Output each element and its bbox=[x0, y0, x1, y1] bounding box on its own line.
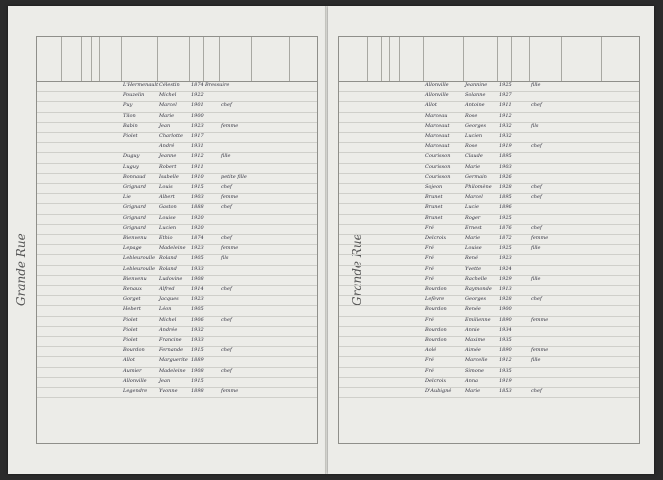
cell-annee: 1915 bbox=[191, 347, 204, 354]
cell-situation: femme bbox=[221, 245, 239, 252]
cell-annee: 1901 bbox=[191, 102, 204, 109]
cell-annee: 1890 bbox=[499, 347, 512, 354]
street-name-left: Grande Rue bbox=[14, 233, 28, 306]
cell-situation: chef bbox=[221, 316, 232, 323]
cell-nom: Bienvenu bbox=[123, 235, 147, 241]
cell-prenom: Léon bbox=[159, 306, 172, 313]
cell-prenom: Lucie bbox=[465, 204, 479, 211]
cell-nom: Grignard bbox=[123, 184, 146, 190]
cell-annee: 1890 bbox=[499, 316, 512, 323]
cell-prenom: Germain bbox=[465, 173, 487, 180]
cell-nom: Fré bbox=[425, 275, 434, 282]
left-register-table bbox=[36, 36, 318, 444]
cell-nom: Courisson bbox=[425, 163, 451, 170]
cell-annee: 1912 bbox=[499, 357, 512, 364]
cell-prenom: Annie bbox=[465, 326, 480, 333]
cell-situation: femme bbox=[221, 122, 239, 129]
cell-nom: Brunet bbox=[425, 214, 443, 221]
cell-nom: Lefèvre bbox=[425, 296, 445, 303]
cell-prenom: Louise bbox=[159, 214, 176, 221]
cell-situation: chef bbox=[531, 194, 542, 201]
cell-nom: Piolet bbox=[123, 316, 138, 323]
cell-annee: 1908 bbox=[191, 275, 204, 282]
cell-nom: Allonville bbox=[123, 377, 147, 384]
table-row bbox=[37, 387, 317, 398]
cell-annee: 1925 bbox=[499, 245, 512, 252]
table-row bbox=[339, 387, 639, 398]
cell-nom: Bienvenu bbox=[123, 275, 147, 282]
cell-nom: Lebleuroulle bbox=[123, 255, 156, 262]
cell-annee: 1929 bbox=[499, 275, 512, 282]
cell-situation: femme bbox=[531, 235, 549, 241]
cell-prenom: Roland bbox=[159, 255, 177, 262]
cell-prenom: Fernande bbox=[159, 347, 184, 354]
left-table-header bbox=[37, 37, 317, 82]
cell-annee: 1853 bbox=[499, 388, 512, 394]
cell-situation: chef bbox=[221, 286, 232, 292]
cell-prenom: Jacques bbox=[159, 296, 179, 303]
cell-prenom: Jeannine bbox=[465, 82, 488, 88]
cell-annee: 1912 bbox=[499, 112, 512, 119]
cell-annee: 1915 bbox=[191, 184, 204, 190]
cell-annee: 1923 bbox=[191, 296, 204, 303]
cell-nom: Brunet bbox=[425, 194, 443, 201]
cell-nom: Fré bbox=[425, 357, 434, 364]
cell-nom: Bonnaud bbox=[123, 173, 146, 180]
cell-situation: chef bbox=[531, 296, 542, 303]
cell-nom: Bourdon bbox=[425, 306, 447, 313]
cell-annee: 1903 bbox=[191, 194, 204, 201]
cell-prenom: Roland bbox=[159, 265, 177, 272]
cell-prenom: Lucien bbox=[159, 224, 177, 231]
cell-situation: chef bbox=[221, 184, 232, 190]
cell-annee: 1898 bbox=[191, 388, 204, 394]
cell-annee: 1923 bbox=[191, 122, 204, 129]
cell-prenom: Raymonde bbox=[465, 286, 492, 292]
cell-situation: fille bbox=[531, 357, 541, 364]
cell-annee: 1910 bbox=[191, 173, 204, 180]
cell-situation: fils bbox=[531, 122, 539, 129]
cell-nom: Fré bbox=[425, 245, 434, 252]
cell-prenom: Madeleine bbox=[159, 245, 186, 252]
cell-prenom: Jean bbox=[159, 377, 171, 384]
cell-annee: 1919 bbox=[499, 377, 512, 384]
cell-annee: 1896 bbox=[499, 204, 512, 211]
cell-prenom: Marie bbox=[465, 235, 481, 241]
cell-annee: 1900 bbox=[191, 112, 204, 119]
cell-prenom: Rose bbox=[465, 143, 478, 150]
cell-situation: femme bbox=[531, 316, 549, 323]
cell-annee: 1928 bbox=[499, 184, 512, 190]
cell-prenom: Georges bbox=[465, 296, 487, 303]
cell-annee: 1935 bbox=[499, 367, 512, 374]
cell-situation: chef bbox=[221, 204, 232, 211]
right-table-rows bbox=[339, 81, 639, 443]
cell-annee: 1924 bbox=[499, 265, 512, 272]
cell-situation: chef bbox=[531, 224, 542, 231]
cell-nom: Hebert bbox=[123, 306, 141, 313]
cell-prenom: Marie bbox=[465, 388, 481, 394]
cell-prenom: Marcel bbox=[465, 194, 483, 201]
cell-nom: Fré bbox=[425, 265, 434, 272]
cell-nom: Puy bbox=[123, 102, 133, 109]
cell-prenom: André bbox=[159, 143, 175, 150]
cell-annee: 1913 bbox=[499, 286, 512, 292]
cell-prenom: Ethio bbox=[159, 235, 173, 241]
cell-annee: 1932 bbox=[499, 133, 512, 139]
cell-annee: 1920 bbox=[191, 214, 204, 221]
cell-annee: 1926 bbox=[499, 173, 512, 180]
cell-situation: petite fille bbox=[221, 173, 247, 180]
cell-nom: L'Hermenault bbox=[123, 82, 159, 88]
cell-nom: Fré bbox=[425, 316, 434, 323]
cell-nom: D'Aubigné bbox=[425, 388, 452, 394]
cell-prenom: Alfred bbox=[159, 286, 175, 292]
cell-prenom: Roger bbox=[465, 214, 481, 221]
cell-lieu: Bressuire bbox=[205, 82, 230, 88]
cell-prenom: Madeleine bbox=[159, 367, 186, 374]
cell-nom: Fré bbox=[425, 367, 434, 374]
cell-annee: 1895 bbox=[499, 153, 512, 160]
cell-prenom: Lucien bbox=[465, 133, 483, 139]
cell-annee: 1915 bbox=[191, 377, 204, 384]
cell-prenom: Albert bbox=[159, 194, 175, 201]
cell-annee: 1925 bbox=[499, 214, 512, 221]
cell-prenom: Rachelle bbox=[465, 275, 487, 282]
cell-nom: Fré bbox=[425, 224, 434, 231]
cell-nom: Lie bbox=[123, 194, 131, 201]
cell-prenom: Louis bbox=[159, 184, 173, 190]
cell-prenom: Anna bbox=[465, 377, 479, 384]
cell-nom: Allonville bbox=[425, 92, 449, 99]
cell-nom: Grignard bbox=[123, 214, 146, 221]
cell-nom: Grignard bbox=[123, 224, 146, 231]
cell-nom: Marceaut bbox=[425, 122, 450, 129]
cell-situation: chef bbox=[531, 388, 542, 394]
cell-annee: 1920 bbox=[191, 224, 204, 231]
cell-annee: 1932 bbox=[191, 326, 204, 333]
cell-nom: Fré bbox=[425, 255, 434, 262]
left-register-page bbox=[8, 6, 326, 474]
cell-nom: Legendre bbox=[123, 388, 148, 394]
cell-nom: Courisson bbox=[425, 153, 451, 160]
cell-prenom: René bbox=[465, 255, 478, 262]
cell-annee: 1933 bbox=[191, 265, 204, 272]
cell-prenom: Andrée bbox=[159, 326, 178, 333]
cell-nom: Duguy bbox=[123, 153, 140, 160]
cell-prenom: Georges bbox=[465, 122, 487, 129]
cell-prenom: Gaston bbox=[159, 204, 177, 211]
cell-nom: Allonville bbox=[425, 82, 449, 88]
cell-prenom: Jean bbox=[159, 122, 171, 129]
cell-situation: femme bbox=[221, 388, 239, 394]
cell-annee: 1889 bbox=[191, 357, 204, 364]
cell-nom: Babin bbox=[123, 122, 138, 129]
cell-nom: Gorget bbox=[123, 296, 141, 303]
cell-nom: Aumier bbox=[123, 367, 142, 374]
cell-situation: fille bbox=[221, 153, 231, 160]
cell-prenom: Isabelle bbox=[159, 173, 179, 180]
cell-nom: Lepage bbox=[123, 245, 142, 252]
cell-nom: Brunet bbox=[425, 204, 443, 211]
cell-nom: Renaux bbox=[123, 286, 142, 292]
cell-prenom: Jeanne bbox=[159, 153, 177, 160]
cell-prenom: Renée bbox=[465, 306, 481, 313]
cell-annee: 1935 bbox=[499, 337, 512, 343]
cell-prenom: Ernest bbox=[465, 224, 482, 231]
cell-prenom: Louise bbox=[465, 245, 482, 252]
cell-prenom: Marie bbox=[159, 112, 175, 119]
cell-nom: Piolet bbox=[123, 133, 138, 139]
cell-annee: 1912 bbox=[191, 153, 204, 160]
cell-nom: Grignard bbox=[123, 204, 146, 211]
cell-prenom: Charlotte bbox=[159, 133, 184, 139]
cell-annee: 1876 bbox=[499, 224, 512, 231]
cell-annee: 1874 bbox=[191, 235, 204, 241]
cell-prenom: Maxime bbox=[465, 337, 486, 343]
cell-situation: chef bbox=[221, 347, 232, 354]
cell-nom: Aolé bbox=[425, 347, 437, 354]
right-table-header bbox=[339, 37, 639, 82]
cell-nom: Tilon bbox=[123, 112, 136, 119]
cell-situation: femme bbox=[221, 194, 239, 201]
cell-nom: Pouzelin bbox=[123, 92, 145, 99]
cell-annee: 1911 bbox=[191, 163, 204, 170]
cell-annee: 1914 bbox=[191, 286, 204, 292]
cell-nom: Allot bbox=[123, 357, 135, 364]
cell-annee: 1874 bbox=[191, 82, 204, 88]
cell-annee: 1895 bbox=[499, 194, 512, 201]
cell-annee: 1900 bbox=[499, 306, 512, 313]
cell-annee: 1903 bbox=[499, 163, 512, 170]
cell-annee: 1923 bbox=[191, 245, 204, 252]
cell-nom: Lebleuroulle bbox=[123, 265, 156, 272]
cell-situation: fille bbox=[531, 245, 541, 252]
cell-situation: chef bbox=[531, 102, 542, 109]
cell-annee: 1917 bbox=[191, 133, 204, 139]
cell-nom: Allot bbox=[425, 102, 437, 109]
cell-annee: 1905 bbox=[191, 306, 204, 313]
cell-situation: fille bbox=[531, 275, 541, 282]
cell-prenom: Marcelle bbox=[465, 357, 488, 364]
cell-annee: 1934 bbox=[499, 326, 512, 333]
cell-situation: chef bbox=[531, 143, 542, 150]
cell-nom: Bourdon bbox=[425, 326, 447, 333]
right-register-page bbox=[328, 6, 654, 474]
cell-nom: Piolet bbox=[123, 337, 138, 343]
left-table-rows bbox=[37, 81, 317, 443]
cell-prenom: Marguerite bbox=[159, 357, 188, 364]
cell-prenom: Emilienne bbox=[465, 316, 491, 323]
cell-nom: Delcroix bbox=[425, 377, 447, 384]
cell-situation: chef bbox=[221, 367, 232, 374]
cell-annee: 1888 bbox=[191, 204, 204, 211]
cell-nom: Marceaut bbox=[425, 143, 450, 150]
cell-annee: 1922 bbox=[191, 92, 204, 99]
cell-annee: 1928 bbox=[499, 296, 512, 303]
cell-annee: 1923 bbox=[499, 255, 512, 262]
cell-annee: 1932 bbox=[499, 122, 512, 129]
cell-prenom: Michel bbox=[159, 316, 177, 323]
cell-annee: 1925 bbox=[499, 82, 512, 88]
cell-prenom: Marcel bbox=[159, 102, 177, 109]
cell-annee: 1905 bbox=[191, 255, 204, 262]
cell-nom: Luguy bbox=[123, 163, 139, 170]
cell-annee: 1908 bbox=[191, 367, 204, 374]
cell-prenom: Yvonne bbox=[159, 388, 178, 394]
cell-annee: 1927 bbox=[499, 92, 512, 99]
cell-prenom: Simone bbox=[465, 367, 484, 374]
cell-annee: 1933 bbox=[191, 337, 204, 343]
cell-situation: chef bbox=[531, 184, 542, 190]
cell-nom: Delcroix bbox=[425, 235, 447, 241]
cell-prenom: Francine bbox=[159, 337, 182, 343]
cell-situation: fille bbox=[531, 82, 541, 88]
cell-annee: 1872 bbox=[499, 235, 512, 241]
cell-prenom: Claude bbox=[465, 153, 483, 160]
cell-nom: Sojeon bbox=[425, 184, 443, 190]
cell-prenom: Marie bbox=[465, 163, 481, 170]
cell-prenom: Solanne bbox=[465, 92, 486, 99]
cell-situation: chef bbox=[221, 102, 232, 109]
cell-nom: Bourdon bbox=[425, 337, 447, 343]
cell-nom: Bourdon bbox=[123, 347, 145, 354]
cell-annee: 1931 bbox=[191, 143, 204, 150]
cell-prenom: Célestin bbox=[159, 82, 180, 88]
cell-prenom: Philomène bbox=[465, 184, 492, 190]
cell-prenom: Yvette bbox=[465, 265, 482, 272]
cell-annee: 1919 bbox=[499, 143, 512, 150]
cell-nom: Marceaut bbox=[425, 133, 450, 139]
cell-situation: fils bbox=[221, 255, 229, 262]
cell-prenom: Aimée bbox=[465, 347, 481, 354]
cell-situation: chef bbox=[221, 235, 232, 241]
cell-prenom: Ludovine bbox=[159, 275, 183, 282]
cell-nom: Marceau bbox=[425, 112, 448, 119]
cell-annee: 1906 bbox=[191, 316, 204, 323]
cell-annee: 1911 bbox=[499, 102, 512, 109]
right-register-table bbox=[338, 36, 640, 444]
cell-nom: Courisson bbox=[425, 173, 451, 180]
street-name-right: Grande Rue bbox=[350, 233, 364, 306]
cell-nom: Bourdon bbox=[425, 286, 447, 292]
cell-prenom: Michel bbox=[159, 92, 177, 99]
cell-nom: Piolet bbox=[123, 326, 138, 333]
cell-prenom: Antoine bbox=[465, 102, 485, 109]
cell-prenom: Rose bbox=[465, 112, 478, 119]
cell-situation: femme bbox=[531, 347, 549, 354]
cell-prenom: Robert bbox=[159, 163, 177, 170]
